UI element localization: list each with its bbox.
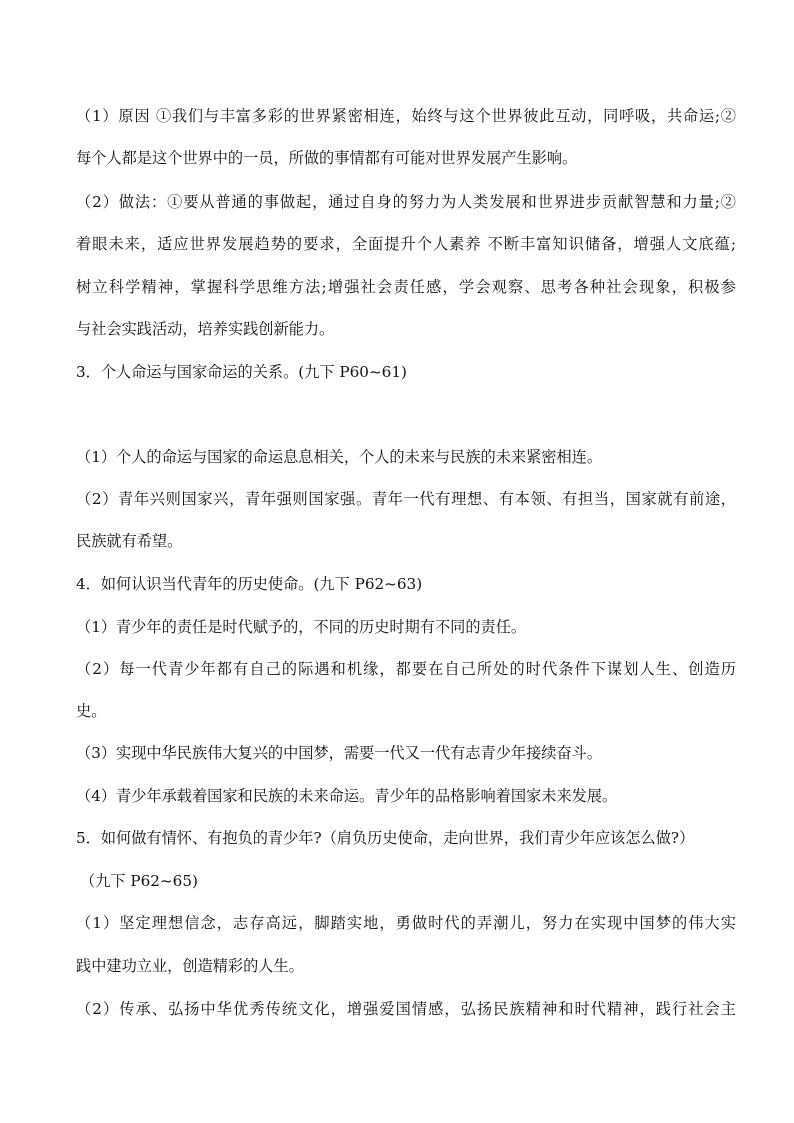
- section-heading: 4．如何认识当代青年的历史使命。(九下 P62~63): [76, 575, 423, 593]
- text-line: （1）青少年的责任是时代赋予的，不同的历史时期有不同的责任。: [76, 618, 527, 636]
- text-line: （九下 P62~65): [80, 872, 198, 890]
- text-line: （1）个人的命运与国家的命运息息相关，个人的未来与民族的未来紧密相连。: [76, 448, 603, 466]
- text-line: （2）传承、弘扬中华优秀传统文化，增强爱国情感，弘扬民族精神和时代精神，践行社会主: [76, 1000, 736, 1018]
- text-line: （1）坚定理想信念，志存高远，脚踏实地，勇做时代的弄潮儿，努力在实现中国梦的伟大实: [76, 914, 736, 932]
- text-line: 每个人都是这个世界中的一员，所做的事情都有可能对世界发展产生影响。: [76, 149, 578, 167]
- text-line: （1）原因 ①我们与丰富多彩的世界紧密相连，始终与这个世界彼此互动，同呼吸，共命运;②: [76, 107, 736, 125]
- text-line: 树立科学精神，掌握科学思维方法;增强社会责任感，学会观察、思考各种社会现象，积极参: [76, 278, 736, 296]
- text-line: 着眼未来，适应世界发展趋势的要求，全面提升个人素养 不断丰富知识储备，增强人文底蕴;: [76, 235, 736, 253]
- text-line: （2）青年兴则国家兴，青年强则国家强。青年一代有理想、有本领、有担当，国家就有前途，: [76, 490, 736, 508]
- section-heading: 5．如何做有情怀、有抱负的青少年?（肩负历史使命，走向世界，我们青少年应该怎么做?）: [76, 829, 695, 847]
- text-line: （3）实现中华民族伟大复兴的中国梦，需要一代又一代有志青少年接续奋斗。: [76, 744, 603, 762]
- text-line: （2）每一代青少年都有自己的际遇和机缘，都要在自己所处的时代条件下谋划人生、创造历: [76, 660, 736, 678]
- text-line: 史。: [76, 702, 107, 720]
- text-line: 民族就有希望。: [76, 532, 183, 550]
- section-heading: 3．个人命运与国家命运的关系。(九下 P60~61): [76, 363, 407, 381]
- text-line: （4）青少年承载着国家和民族的未来命运。青少年的品格影响着国家未来发展。: [76, 787, 618, 805]
- text-line: 践中建功立业，创造精彩的人生。: [76, 957, 304, 975]
- text-line: 与社会实践活动，培养实践创新能力。: [76, 320, 335, 338]
- text-line: （2）做法：①要从普通的事做起，通过自身的努力为人类发展和世界进步贡献智慧和力量;②: [76, 193, 736, 211]
